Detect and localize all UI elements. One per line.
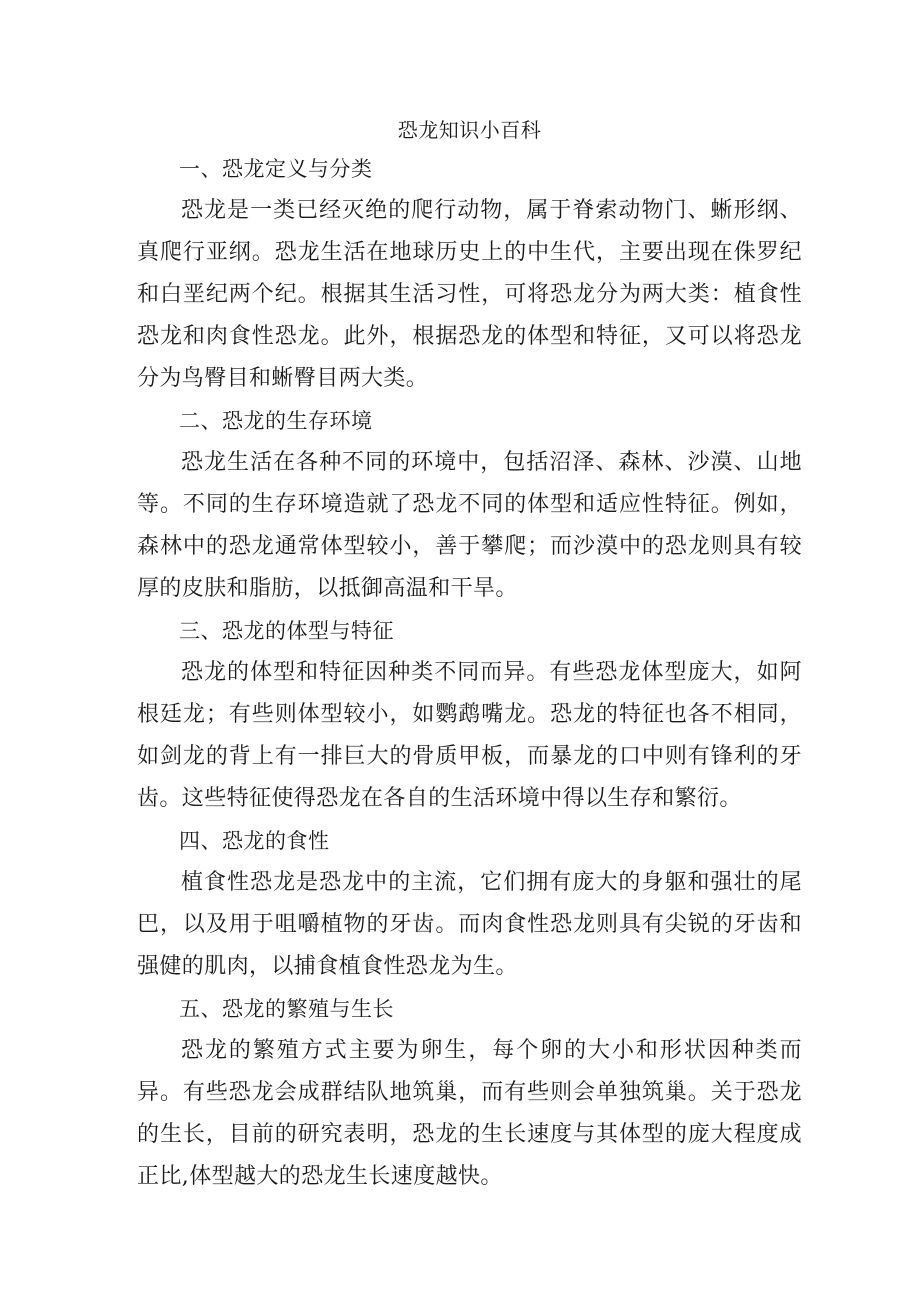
section-living-environment	[137, 400, 802, 610]
section-body-features	[137, 610, 802, 820]
section-paragraph: 植食性恐龙是恐龙中的主流，它们拥有庞大的身躯和强壮的尾巴，以及用于咀嚼植物的牙齿。而肉食性恐龙则具有尖锐的牙齿和强健的肌肉，以捕食植食性恐龙为生。	[137, 870, 802, 979]
section-diet	[137, 820, 802, 988]
section-heading: 三、恐龙的体型与特征	[179, 619, 394, 643]
section-paragraph: 恐龙是一类已经灭绝的爬行动物，属于脊索动物门、蜥形纲、真爬行亚纲。恐龙生活在地球历史上的中生代，主要出现在侏罗纪和白垩纪两个纪。根据其生活习性，可将恐龙分为两大类：植食性恐龙和肉食性恐龙。此外，根据恐龙的体型和特征，又可以将恐龙分为鸟臀目和蜥臀目两大类。	[137, 198, 802, 391]
section-heading: 五、恐龙的繁殖与生长	[179, 997, 394, 1021]
section-paragraph: 恐龙的体型和特征因种类不同而异。有些恐龙体型庞大，如阿根廷龙；有些则体型较小，如鹦鹉嘴龙。恐龙的特征也各不相同，如剑龙的背上有一排巨大的骨质甲板，而暴龙的口中则有锋利的牙齿。这些特征使得恐龙在各自的生活环境中得以生存和繁衍。	[137, 660, 802, 811]
document-title: 恐龙知识小百科	[397, 118, 542, 142]
section-heading: 一、恐龙定义与分类	[179, 157, 373, 181]
section-heading: 二、恐龙的生存环境	[179, 409, 373, 433]
section-reproduction-growth	[137, 988, 802, 1198]
section-definition-classification	[137, 148, 802, 400]
document-content	[137, 112, 802, 1198]
section-heading: 四、恐龙的食性	[179, 829, 330, 853]
section-paragraph: 恐龙的繁殖方式主要为卵生，每个卵的大小和形状因种类而异。有些恐龙会成群结队地筑巢，而有些则会单独筑巢。关于恐龙的生长，目前的研究表明，恐龙的生长速度与其体型的庞大程度成正比,体型越大的恐龙生长速度越快。	[137, 1038, 802, 1189]
section-paragraph: 恐龙生活在各种不同的环境中，包括沼泽、森林、沙漠、山地等。不同的生存环境造就了恐龙不同的体型和适应性特征。例如，森林中的恐龙通常体型较小，善于攀爬；而沙漠中的恐龙则具有较厚的皮肤和脂肪，以抵御高温和干旱。	[137, 450, 802, 601]
